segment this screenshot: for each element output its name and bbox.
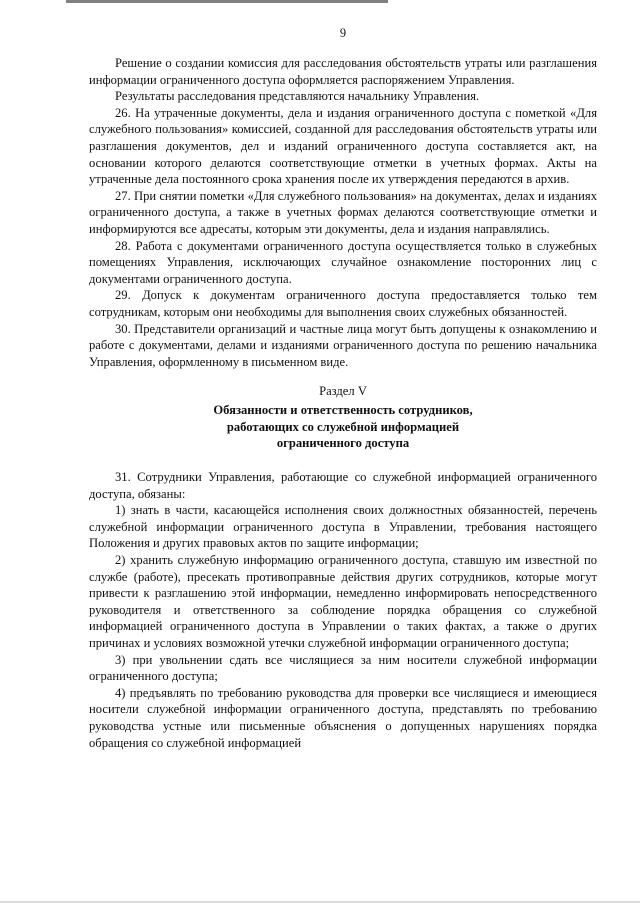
paragraph: Решение о создании комиссия для расследования обстоятельств утраты или разглашения информации ограниченного доступа оформляется распоряжением Управления. [89, 56, 597, 87]
list-item-3: 3) при увольнении сдать все числящиеся за ним носители служебной информации ограниченного доступа; [89, 652, 597, 684]
list-item-1: 1) знать в части, касающейся исполнения своих должностных обязанностей, перечень служебной информации ограниченного доступа в Управлении, требования настоящего Положения и других правовых актов по защите информации; [89, 503, 597, 551]
section-label: Раздел V [319, 384, 367, 399]
paragraph-item-30: 30. Представители организаций и частные лица могут быть допущены к ознакомлению и работе с документами, делами и изданиями ограниченного доступа по решению начальника Управления, оформленному в письменном виде. [89, 321, 597, 369]
document-page [89, 0, 597, 751]
section-heading [89, 383, 597, 452]
section-title-line: работающих со служебной информацией [226, 419, 460, 434]
spacer [89, 370, 597, 383]
list-item-2: 2) хранить служебную информацию ограниченного доступа, ставшую им известной по службе (работе), пресекать противоправные действия других сотрудников, которые могут привести к разглашению этой информации, немедленно информировать непосредственного руководителя и ответственного за соблюдение порядка обращения со служебной информацией ограниченного доступа в Управлении о таких фактах, а также о других причинах и условиях возможной утечки служебной информации ограниченного доступа; [89, 553, 597, 650]
paragraph-item-31: 31. Сотрудники Управления, работающие со служебной информацией ограниченного доступа, обязаны: [89, 470, 597, 501]
scan-bottom-edge [0, 901, 640, 903]
paragraph: Результаты расследования представляются начальнику Управления. [115, 89, 480, 104]
list-item-4: 4) предъявлять по требованию руководства для проверки все числящиеся и имеющиеся носители служебной информации ограниченного доступа, представлять по требованию руководства устные или письменные объяснения о допущенных нарушениях порядка обращения со служебной информацией [89, 685, 597, 750]
section-title-line: Обязанности и ответственность сотрудников, [213, 403, 473, 418]
text-block-before [89, 55, 597, 370]
page-number: 9 [339, 26, 347, 40]
paragraph-item-27: 27. При снятии пометки «Для служебного пользования» на документах, делах и изданиях ограниченного доступа, а также в учетных формах делаются соответствующие отметки и информируются все адресаты, которым эти документы, дела и издания направлялись. [89, 188, 597, 236]
paragraph-item-28: 28. Работа с документами ограниченного доступа осуществляется только в служебных помещениях Управления, исключающих случайное ознакомление посторонних лиц с документами ограниченного доступа. [89, 238, 597, 286]
paragraph-item-26: 26. На утраченные документы, дела и издания ограниченного доступа с пометкой «Для служебного пользования» комиссией, созданной для расследования обстоятельств утраты или разглашения документов, дел и изданий ограниченного доступа составляется акт, на основании которого делаются соответствующие отметки в учетных формах. Акты на утраченные дела постоянного срока хранения после их утверждения передаются в архив. [89, 105, 597, 187]
section-title-line: ограниченного доступа [276, 436, 410, 451]
text-block-after [89, 469, 597, 751]
spacer [89, 452, 597, 469]
paragraph-item-29: 29. Допуск к документам ограниченного доступа предоставляется только тем сотрудникам, которым они необходимы для выполнения своих служебных обязанностей. [89, 288, 597, 319]
